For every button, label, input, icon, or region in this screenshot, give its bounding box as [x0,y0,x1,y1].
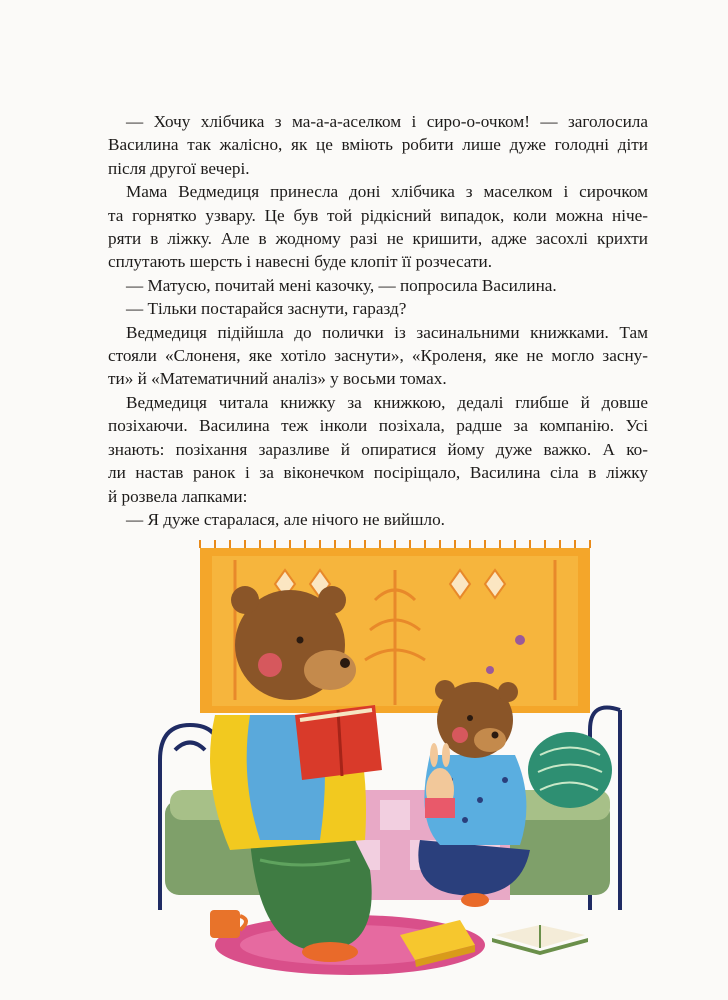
text-line: та горнятко узвару. Це був той рідкісний випадок, коли можна ніче- [108,205,648,225]
text-line: ли настав ранок і за віконечком посіріщало, Василина сіла в ліжку [108,463,648,483]
paragraph [108,180,648,274]
text-line: — Я дуже старалася, але нічого не вийшло. [126,509,445,529]
text-line: сплутають шерсть і навесні буде клопіт її розчесати. [108,252,492,272]
bears-reading-illustration [120,540,640,980]
text-line: ряти в ліжку. Але в жодному разі не кришити, адже засохлі крихти [108,229,648,249]
text-line: ти» й «Математичний аналіз» у восьми томах. [108,369,447,389]
text-line: й розвела лапками: [108,486,248,506]
text-line: Мама Ведмедиця принесла доні хлібчика з маселком і сирочком [126,182,648,202]
text-line: стояли «Слоненя, яке хотіло заснути», «Кроленя, яке не могло засну- [108,346,648,366]
text-line: Ведмедиця підійшла до полички із засинальними книжками. Там [126,322,648,342]
paragraph [108,321,648,391]
paragraph [108,391,648,508]
paragraph [108,508,648,531]
paragraph [108,297,648,320]
little-bear [418,680,530,907]
open-book [492,925,588,955]
text-line: Василина так жалісно, як це вміють робити лише дуже голодні діти [108,135,648,155]
text-line: Ведмедиця читала книжку за книжкою, дедалі глибше й довше [126,392,648,412]
text-line: після другої вечері. [108,158,250,178]
text-line: — Матусю, почитай мені казочку, — попросила Василина. [126,275,557,295]
text-line: — Тільки постарайся заснути, гаразд? [126,299,407,319]
text-line: знають: позіхання заразливе й опиратися йому дуже важко. А ко- [108,439,648,459]
text-line: — Хочу хлібчика з ма-а-а-аселком і сиро-о-очком! — заголосила [126,112,648,131]
text-line: позіхаючи. Василина теж інколи позіхала, радше за компанію. Усі [108,416,648,436]
paragraph [108,274,648,297]
bunny-toy [425,743,455,818]
story-text [108,110,648,531]
paragraph [108,110,648,180]
